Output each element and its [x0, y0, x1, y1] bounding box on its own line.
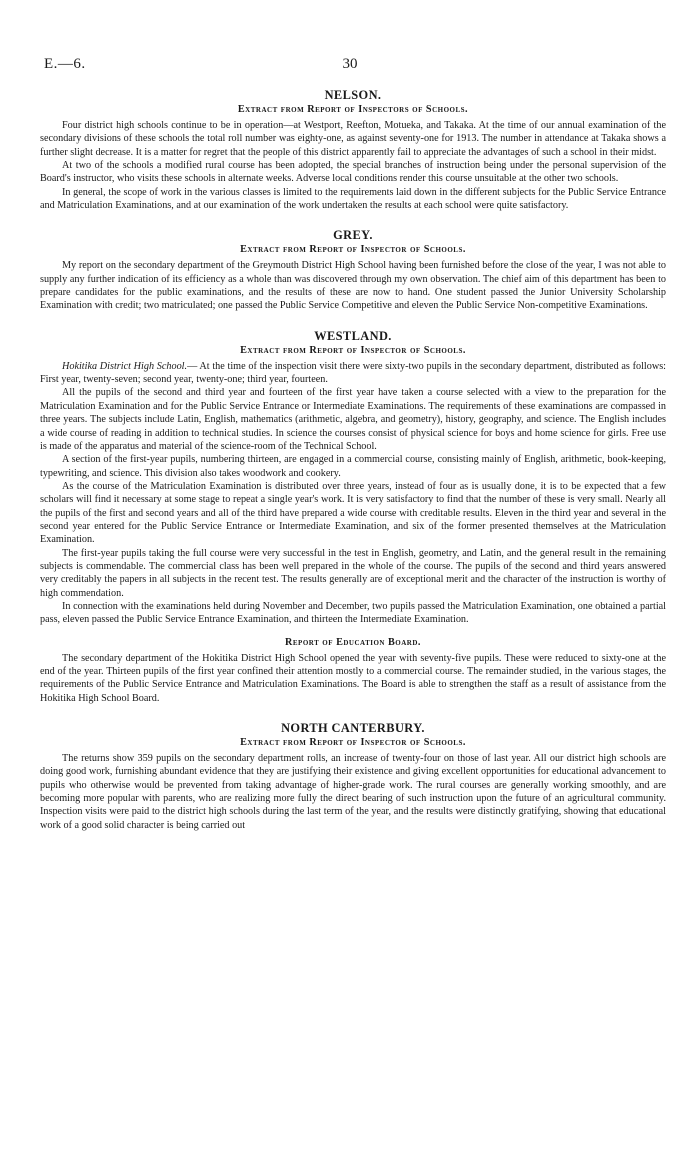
section-subtitle: Extract from Report of Inspector of Schools.: [240, 737, 466, 749]
paragraph: Four district high schools continue to be in operation—at Westport, Reefton, Motueka, and Takaka. At the time of our annual examination of the secondary divisions of these schools the total roll number was eighty-one, as against seventy-one for 1913. The number in attendance at Takaka shows a further slight decrease. It is a matter for regret that the people of this district apparently fail to appreciate the advantages of such a school in their midst.: [40, 120, 666, 158]
paragraph: In connection with the examinations held during November and December, two pupils passed the Matriculation Examination, one obtained a partial pass, eleven passed the Public Service Entrance Examination, and thirteen the Intermediate Examination.: [40, 600, 666, 626]
section-title: NORTH CANTERBURY.: [281, 721, 425, 736]
page-number: 30: [342, 56, 358, 72]
paragraph: A section of the first-year pupils, numbering thirteen, are engaged in a commercial course, consisting mainly of English, arithmetic, book-keeping, typewriting, and science. This division also takes woodwork and cookery.: [40, 454, 666, 479]
section-title: GREY.: [333, 228, 373, 243]
document-reference: E.—6.: [44, 56, 86, 72]
page-content: [40, 88, 666, 832]
section-subtitle: Extract from Report of Inspector of Schools.: [240, 344, 466, 356]
paragraph: As the course of the Matriculation Examination is distributed over three years, instead of four as is usually done, it is to be expected that a few scholars will find it necessary at some stage to repeat a single year's work. It is very satisfactory to find that the number of these is very small. Nearly all the pupils of the first and second years and all of the third have prepared a wide course with creditable results. Eleven in the third year and several in the second year entered for the Public Service Entrance or Intermediate Examination, and six of the former presented themselves at the Matriculation Examination.: [40, 480, 666, 546]
section-westland: [40, 329, 666, 627]
school-name: Hokitika District High School.: [62, 360, 188, 372]
section-north-canterbury: [40, 721, 666, 832]
paragraph: At two of the schools a modified rural course has been adopted, the special branches of instruction being under the personal supervision of the Board's instructor, who visits these schools in alternate weeks. Adverse local conditions render this course unsuitable at the other two schools.: [40, 160, 666, 185]
section-title: NELSON.: [324, 88, 382, 102]
section-subtitle: Report of Education Board.: [285, 636, 421, 648]
paragraph: The returns show 359 pupils on the secondary department rolls, an increase of twenty-four on those of last year. All our district high schools are doing good work, furnishing abundant evidence that they are justifying their existence and giving excellent opportunities for educational advancement to pupils who otherwise would be prevented from taking advantage of higher-grade work. The rural courses are generally working smoothly, and are becoming more popular with parents, who are realizing more fully the direct bearing of such instruction upon the future of an agricultural community. Inspection visits were paid to the district high schools during the last term of the year, and the results were distinctly gratifying, showing that educational work of a good solid character is being carried out: [40, 753, 666, 831]
paragraph: [40, 360, 666, 387]
section-nelson: [40, 88, 666, 212]
paragraph: In general, the scope of work in the various classes is limited to the requirements laid down in the different subjects for the Public Service Entrance and Matriculation Examinations, and at our examination of the work undertaken the results at each school were quite satisfactory.: [40, 186, 666, 212]
section-subtitle: Extract from Report of Inspector of Schools.: [240, 244, 466, 256]
paragraph: The secondary department of the Hokitika District High School opened the year with seventy-five pupils. These were reduced to sixty-one at the end of the year. Thirteen pupils of the first year confined their attention mostly to a commercial course. The remainder studied, in the various stages, the requirements of the Public Service Entrance and Matriculation Examinations. The Board is able to strengthen the staff as a result of assistance from the Hokitika High School Board.: [40, 652, 666, 704]
section-education-board: [40, 636, 666, 705]
section-subtitle: Extract from Report of Inspectors of Schools.: [237, 104, 469, 115]
paragraph: My report on the secondary department of the Greymouth District High School having been furnished before the close of the year, I was not able to supply any further indication of its efficiency as a whole than was discovered through my own observation. The chief aim of this department has been to prepare candidates for the public examinations, and the results of these are now to hand. One student passed the Junior University Scholarship Examination with credit; two matriculated; one passed the Public Service Competitive and eleven the Public Service Non-competitive Examinations.: [40, 260, 666, 312]
section-title: WESTLAND.: [314, 328, 392, 343]
paragraph-text: — At the time of the inspection visit there were sixty-two pupils in the secondary department, distributed as follows: First year, twenty-seven; second year, twenty-one; third year, fourteen.: [40, 360, 667, 386]
section-grey: [40, 228, 666, 312]
paragraph: All the pupils of the second and third year and fourteen of the first year have taken a course selected with a view to the preparation for the Matriculation Examination and for the Public Service Entrance or Intermediate Examinations. The requirements of these examinations are compassed in three years. The subjects include Latin, English, mathematics (arithmetic, algebra, and geometry), history, geography, and science. The English includes a wide course of reading in addition to technical studies. In science the courses consist of physical science for boys and home science for girls. Free use is made of the apparatus and material of the science-room of the Technical School.: [40, 387, 666, 452]
paragraph: The first-year pupils taking the full course were very successful in the test in English, geometry, and Latin, and the general result in the remaining subjects is commendable. The commercial class has been well prepared in the whole of the course. The pupils of the second and third years answered very creditably the papers in all subjects in the recent test. The results generally are of exceptional merit and the character of the instruction is worthy of high commendation.: [40, 547, 666, 599]
